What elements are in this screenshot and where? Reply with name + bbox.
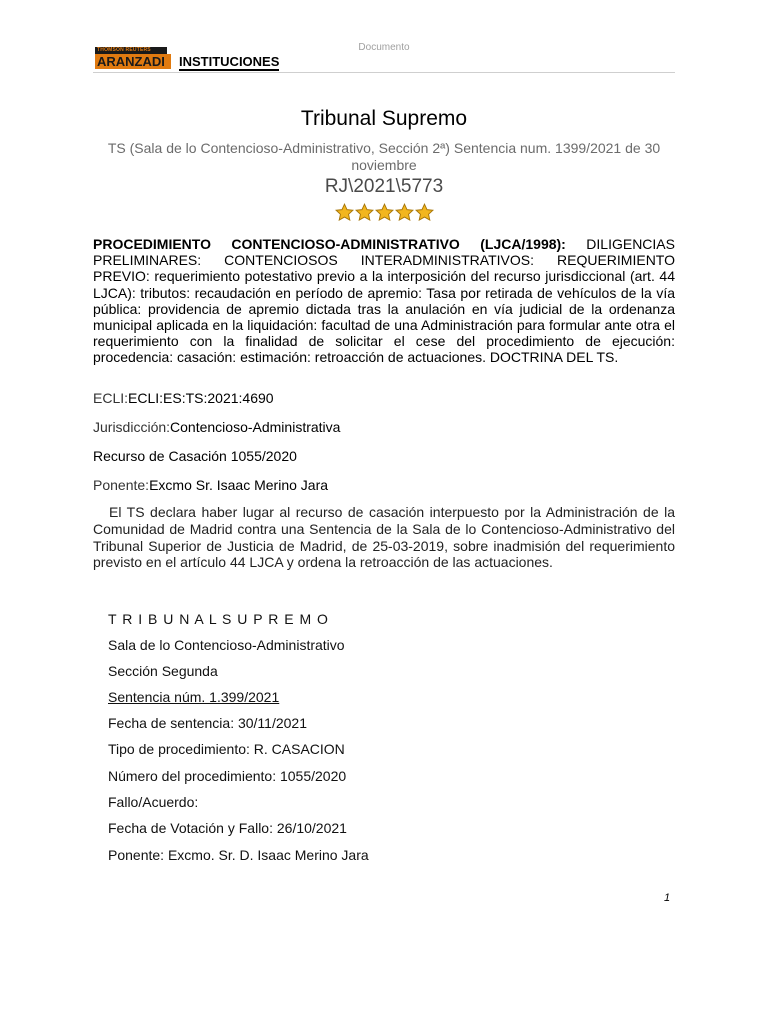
star-icon — [395, 203, 414, 222]
jurisdiccion-label: Jurisdicción: — [93, 419, 171, 435]
ponente-value: Excmo Sr. Isaac Merino Jara — [149, 477, 329, 493]
summary-text: DILIGENCIAS PRELIMINARES: CONTENCIOSOS INTERADMINISTRATIVOS: REQUERIMIENTO PREVIO: requerimiento potestativo previo a la interposición del recurso jurisdiccional (art. 44 LJCA): tributos: recaudación en período de apremio: Tasa por retirada de vehículos de la vía pública: providencia de apremio dictada tras la anulación en vía judicial de la ordenanza municipal aplicada en la liquidación: facultad de una Administración para formular ante otra el requerimiento con la finalidad de solicitar el cese del procedimiento de ejecución: procedencia: casación: estimación: retroacción de actuaciones. DOCTRINA DEL TS. — [93, 236, 675, 366]
logo-brand: ARANZADI — [95, 54, 171, 69]
header-divider — [93, 72, 675, 73]
summary-heading: PROCEDIMIENTO CONTENCIOSO-ADMINISTRATIVO (LJCA/1998): — [93, 236, 566, 252]
sentencia-number-link[interactable]: Sentencia núm. 1.399/2021 — [108, 689, 280, 705]
document-label: Documento — [358, 42, 410, 53]
ponente-line: Ponente: Excmo. Sr. D. Isaac Merino Jara — [108, 847, 369, 863]
summary-paragraph — [93, 236, 675, 366]
ponente-label: Ponente: — [93, 477, 150, 493]
recurso-row: Recurso de Casación 1055/2020 — [93, 448, 297, 464]
star-icon — [375, 203, 394, 222]
ecli-row — [93, 390, 274, 406]
fecha-votacion-line: Fecha de Votación y Fallo: 26/10/2021 — [108, 820, 347, 836]
court-heading: T R I B U N A L S U P R E M O — [108, 611, 329, 627]
logo-product: INSTITUCIONES — [179, 54, 280, 69]
citation-subtitle: TS (Sala de lo Contencioso-Administrativo, Sección 2ª) Sentencia num. 1399/2021 de 30 noviembre — [107, 140, 661, 173]
logo-top-text: THOMSON REUTERS — [95, 47, 167, 54]
court-title: Tribunal Supremo — [300, 107, 468, 130]
seccion-line: Sección Segunda — [108, 663, 218, 679]
star-icon — [335, 203, 354, 222]
sala-line: Sala de lo Contencioso-Administrativo — [108, 637, 345, 653]
abstract-paragraph: El TS declara haber lugar al recurso de casación interpuesto por la Administración de la Comunidad de Madrid contra una Sentencia de la Sala de lo Contencioso-Administrativo del Tribunal Superior de Justicia de Madrid, de 25-03-2019, sobre inadmisión del requerimiento previsto en el artículo 44 LJCA y ordena la retroacción de las actuaciones. — [93, 504, 675, 571]
fallo-acuerdo-line: Fallo/Acuerdo: — [108, 794, 199, 810]
star-icon — [355, 203, 374, 222]
ecli-value: ECLI:ES:TS:2021:4690 — [128, 390, 274, 406]
rating-stars — [0, 203, 768, 227]
fecha-sentencia-line: Fecha de sentencia: 30/11/2021 — [108, 715, 308, 731]
tipo-procedimiento-line: Tipo de procedimiento: R. CASACION — [108, 741, 345, 757]
reference-number: RJ\2021\5773 — [324, 176, 444, 197]
jurisdiccion-row — [93, 419, 340, 435]
ecli-label: ECLI: — [93, 390, 129, 406]
star-icon — [415, 203, 434, 222]
jurisdiccion-value: Contencioso-Administrativa — [170, 419, 341, 435]
ponente-row — [93, 477, 328, 493]
numero-procedimiento-line: Número del procedimiento: 1055/2020 — [108, 768, 347, 784]
page-number: 1 — [664, 892, 671, 904]
